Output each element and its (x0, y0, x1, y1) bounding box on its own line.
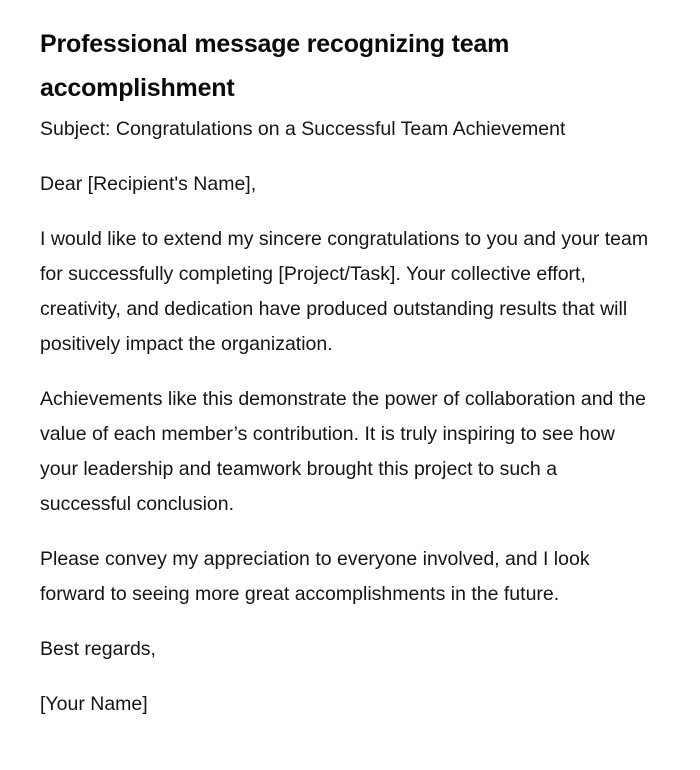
signature: [Your Name] (40, 693, 148, 715)
greeting: Dear [Recipient's Name], (40, 173, 257, 195)
document-body (40, 22, 650, 722)
closing: Best regards, (40, 638, 156, 660)
subject-line: Subject: Congratulations on a Successful Team Achievement (40, 118, 566, 140)
body-paragraph-3: Please convey my appreciation to everyone involved, and I look forward to seeing more great accomplishments in the future. (40, 548, 590, 605)
document-title: Professional message recognizing team accomplishment (40, 30, 510, 102)
body-paragraph-1: I would like to extend my sincere congratulations to you and your team for successfully completing [Project/Task]. Your collective effort, creativity, and dedication have produced outstanding results that will positively impact the organization. (40, 228, 649, 355)
body-paragraph-2: Achievements like this demonstrate the power of collaboration and the value of each member’s contribution. It is truly inspiring to see how your leadership and teamwork brought this project to such a successful conclusion. (40, 388, 646, 515)
